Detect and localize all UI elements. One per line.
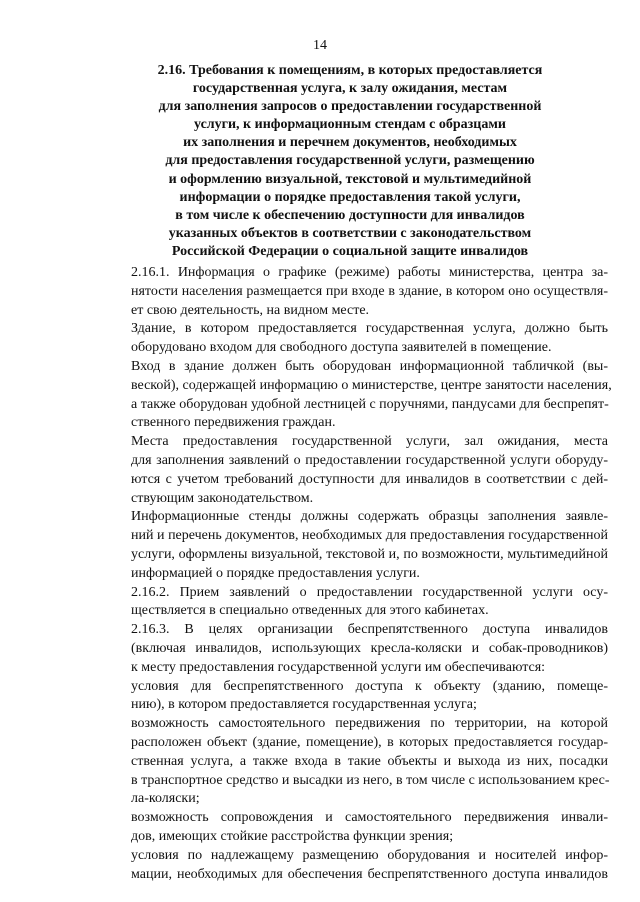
- paragraph-line: условия для беспрепятственного доступа к объекту (зданию, помеще-: [131, 678, 608, 694]
- heading-line: для заполнения запросов о предоставлении государственной: [158, 99, 542, 115]
- paragraph-line: ственная услуга, а также входа в такие объекты и выхода из них, посадки: [131, 753, 608, 769]
- paragraph-line: а также оборудован удобной лестницей с поручнями, пандусами для беспрепят-: [131, 396, 609, 412]
- paragraph-line: в транспортное средство и высадки из него, в том числе с использованием крес-: [131, 772, 610, 788]
- paragraph-line: возможность самостоятельного передвижения по территории, на которой: [131, 716, 608, 732]
- paragraph-line: (включая инвалидов, использующих кресла-коляски и собак-проводников): [131, 640, 608, 656]
- paragraph-line: нятости населения размещается при входе в здание, в котором оно осуществля-: [131, 283, 608, 299]
- paragraph: [93, 508, 608, 583]
- paragraph-line: к месту предоставления государственной услуги им обеспечиваются:: [131, 659, 546, 675]
- heading-line: 2.16. Требования к помещениям, в которых предоставляется: [157, 63, 543, 78]
- paragraph-line: условия по надлежащему размещению оборудования и носителей инфор-: [131, 847, 608, 863]
- paragraph-line: Здание, в котором предоставляется государственная услуга, должно быть: [131, 321, 608, 337]
- paragraph: [93, 715, 608, 809]
- paragraph-line: для заполнения заявлений о предоставлении государственной услуги оборуду-: [131, 452, 608, 468]
- paragraph: [93, 320, 608, 358]
- heading-line: и оформлению визуальной, текстовой и мультимедийной: [168, 171, 532, 187]
- heading-line: государственная услуга, к залу ожидания, местам: [192, 81, 508, 97]
- document-body: [93, 264, 612, 884]
- section-heading: [100, 62, 600, 261]
- paragraph-line: возможность сопровождения и самостоятельного передвижения инвали-: [131, 810, 608, 826]
- heading-line: для предоставления государственной услуги, размещению: [165, 153, 535, 169]
- paragraph: [93, 847, 608, 885]
- heading-line: Российской Федерации о социальной защите инвалидов: [171, 243, 529, 259]
- paragraph-line: мации, необходимых для обеспечения беспрепятственного доступа инвалидов: [131, 866, 608, 882]
- paragraph-line: ла-коляски;: [131, 791, 200, 807]
- paragraph-line: услуги, оформлены визуальной, текстовой и, по возможности, мультимедийной: [131, 546, 608, 562]
- paragraph-line: ственного передвижения граждан.: [131, 415, 336, 431]
- paragraph-line: дов, имеющих стойкие расстройства функции зрения;: [131, 828, 454, 844]
- paragraph-line: нию), в котором предоставляется государственная услуга;: [131, 697, 477, 713]
- paragraph-line: расположен объект (здание, помещение), в которых предоставляется государ-: [131, 734, 608, 750]
- paragraph-line: оборудовано входом для свободного доступа заявителей в помещение.: [131, 340, 552, 356]
- heading-line: их заполнения и перечнем документов, необходимых: [183, 135, 517, 151]
- paragraph-line: ствующим законодательством.: [131, 490, 314, 506]
- page-number: 14: [313, 38, 327, 53]
- paragraph-line: информацией о порядке предоставления услуги.: [131, 565, 420, 581]
- paragraph: [93, 433, 608, 508]
- heading-line: указанных объектов в соответствии с законодательством: [168, 225, 532, 241]
- paragraph-line: ществляется в специально отведенных для этого кабинетах.: [131, 603, 489, 619]
- paragraph-line: Вход в здание должен быть оборудован информационной табличкой (вы-: [131, 358, 608, 374]
- paragraph-line: 2.16.1. Информация о графике (режиме) работы министерства, центра за-: [131, 265, 608, 280]
- paragraph: [93, 264, 608, 320]
- paragraph-line: Информационные стенды должны содержать образцы заполнения заявле-: [131, 509, 608, 525]
- paragraph-line: 2.16.3. В целях организации беспрепятственного доступа инвалидов: [131, 622, 608, 638]
- heading-line: услуги, к информационным стендам с образцами: [194, 117, 506, 133]
- paragraph: [93, 358, 612, 433]
- paragraph: [93, 809, 608, 847]
- paragraph: [93, 621, 608, 677]
- paragraph-line: ний и перечень документов, необходимых для предоставления государственной: [131, 528, 608, 544]
- paragraph-line: веской), содержащей информацию о министерстве, центре занятости населения,: [131, 377, 612, 393]
- paragraph-line: 2.16.2. Прием заявлений о предоставлении государственной услуги осу-: [131, 584, 608, 600]
- paragraph: [93, 584, 608, 622]
- heading-line: информации о порядке предоставления такой услуги,: [179, 189, 521, 205]
- heading-line: в том числе к обеспечению доступности для инвалидов: [175, 207, 525, 223]
- paragraph-line: ет свою деятельность, на видном месте.: [131, 302, 370, 318]
- paragraph-line: Места предоставления государственной услуги, зал ожидания, места: [131, 434, 608, 450]
- paragraph-line: ются с учетом требований доступности для инвалидов в соответствии с дей-: [131, 471, 608, 487]
- paragraph: [93, 678, 608, 716]
